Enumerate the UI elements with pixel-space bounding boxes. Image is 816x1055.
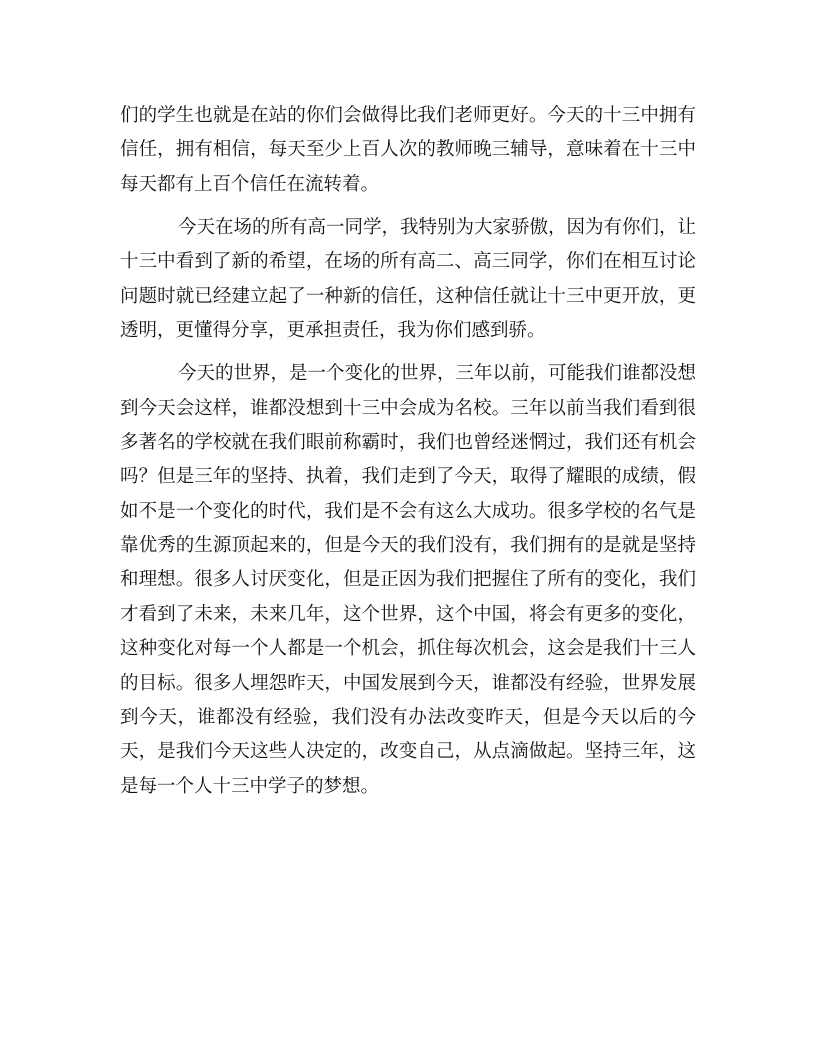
document-body [120,99,696,804]
paragraph-1: 们的学生也就是在站的你们会做得比我们老师更好。今天的十三中拥有信任，拥有相信，每天至少上百人次的教师晚三辅导，意味着在十三中每天都有上百个信任在流转着。 [120,105,696,195]
paragraph-2: 今天在场的所有高一同学，我特别为大家骄傲，因为有你们，让十三中看到了新的希望，在场的所有高二、高三同学，你们在相互讨论问题时就已经建立起了一种新的信任，这种信任就让十三中更开放，更透明，更懂得分享，更承担责任，我为你们感到骄。 [120,217,697,342]
paragraph-3: 今天的世界，是一个变化的世界，三年以前，可能我们谁都没想到今天会这样，谁都没想到十三中会成为名校。三年以前当我们看到很多著名的学校就在我们眼前称霸时，我们也曾经迷惘过，我们还有机会吗？但是三年的坚持、执着，我们走到了今天，取得了耀眼的成绩，假如不是一个变化的时代，我们是不会有这么大成功。很多学校的名气是靠优秀的生源顶起来的，但是今天的我们没有，我们拥有的是就是坚持和理想。很多人讨厌变化，但是正因为我们把握住了所有的变化，我们才看到了未来，未来几年，这个世界，这个中国，将会有更多的变化，这种变化对每一个人都是一个机会，抓住每次机会，这会是我们十三人的目标。很多人埋怨昨天，中国发展到今天，谁都没有经验，世界发展到今天，谁都没有经验，我们没有办法改变昨天，但是今天以后的今天，是我们今天这些人决定的，改变自己，从点滴做起。坚持三年，这是每一个人十三中学子的梦想。 [120,363,697,797]
